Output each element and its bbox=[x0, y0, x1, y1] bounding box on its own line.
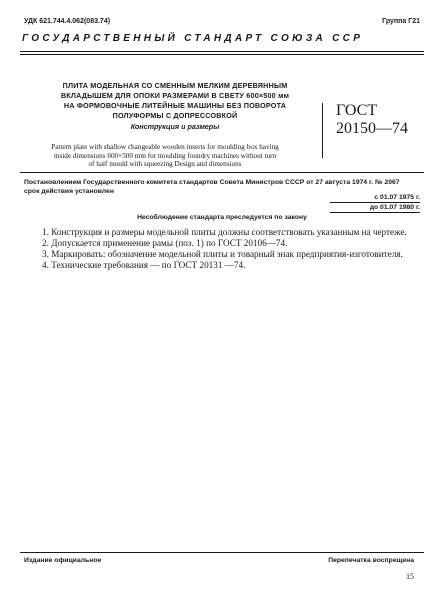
standard-banner bbox=[22, 33, 422, 47]
title-line: ВКЛАДЫШЕМ ДЛЯ ОПОКИ РАЗМЕРАМИ В СВЕТУ 600×500 мм bbox=[60, 91, 290, 100]
gost-separator bbox=[322, 103, 323, 158]
validity-dates bbox=[330, 193, 420, 213]
english-title-line: of half mould with squeezing Design and dimensions bbox=[88, 160, 242, 169]
group-code: Группа Г21 bbox=[382, 18, 420, 25]
list-item: 3. Маркировать: обозначение модельной плиты и товарный знак предприятия-изготовителя. bbox=[42, 249, 403, 259]
english-title bbox=[20, 143, 310, 169]
edition-note: Издание официальное bbox=[24, 557, 102, 564]
gost-code: 20150—74 bbox=[336, 120, 408, 137]
document-title bbox=[40, 81, 310, 131]
legal-notice: Несоблюдение стандарта преследуется по закону bbox=[137, 214, 307, 221]
footer-rule bbox=[20, 552, 424, 553]
requirements-list bbox=[42, 227, 432, 271]
list-item: 4. Технические требования — по ГОСТ 20131 —74. bbox=[42, 260, 246, 270]
banner-text: ГОСУДАРСТВЕННЫЙ СТАНДАРТ СОЮЗА ССР bbox=[22, 33, 364, 44]
top-rule bbox=[20, 51, 424, 52]
list-item: 1. Конструкция и размеры модельной плиты должны соответствовать указанным на чертеже. bbox=[42, 227, 407, 237]
title-line: ПОЛУФОРМЫ С ДОПРЕССОВКОЙ bbox=[112, 111, 238, 120]
udk-code: УДК 621.744.4.062(083.74) bbox=[24, 18, 111, 25]
date-from: с 01.07 1975 г. bbox=[330, 193, 420, 203]
page-number: 15 bbox=[406, 572, 414, 581]
gost-number bbox=[336, 102, 418, 138]
date-to: до 01.07 1980 г. bbox=[330, 203, 420, 213]
english-title-line: inside dimensions 600×500 mm for moulding foundry machines without turn bbox=[53, 151, 277, 160]
title-subtitle: Конструкция и размеры bbox=[130, 122, 220, 131]
decree-rule bbox=[20, 172, 424, 173]
decree-text: Постановлением Государственного комитета стандартов Совета Министров СССР от 27 августа 1974 г. № 2067 bbox=[24, 179, 400, 186]
title-line: НА ФОРМОВОЧНЫЕ ЛИТЕЙНЫЕ МАШИНЫ БЕЗ ПОВОРОТА bbox=[63, 101, 287, 110]
english-title-line: Pattern plate with shallow changeable wooden inserts for moulding box having bbox=[51, 143, 279, 151]
title-line: ПЛИТА МОДЕЛЬНАЯ СО СМЕННЫМ МЕЛКИМ ДЕРЕВЯННЫМ bbox=[62, 81, 288, 90]
reprint-note: Перепечатка воспрещена bbox=[328, 557, 414, 564]
top-rule-thin bbox=[20, 54, 424, 55]
decree-validity: срок действия установлен bbox=[24, 188, 114, 195]
list-item: 2. Допускается применение рамы (поз. 1) по ГОСТ 20106—74. bbox=[42, 238, 288, 248]
gost-label: ГОСТ bbox=[336, 102, 378, 119]
